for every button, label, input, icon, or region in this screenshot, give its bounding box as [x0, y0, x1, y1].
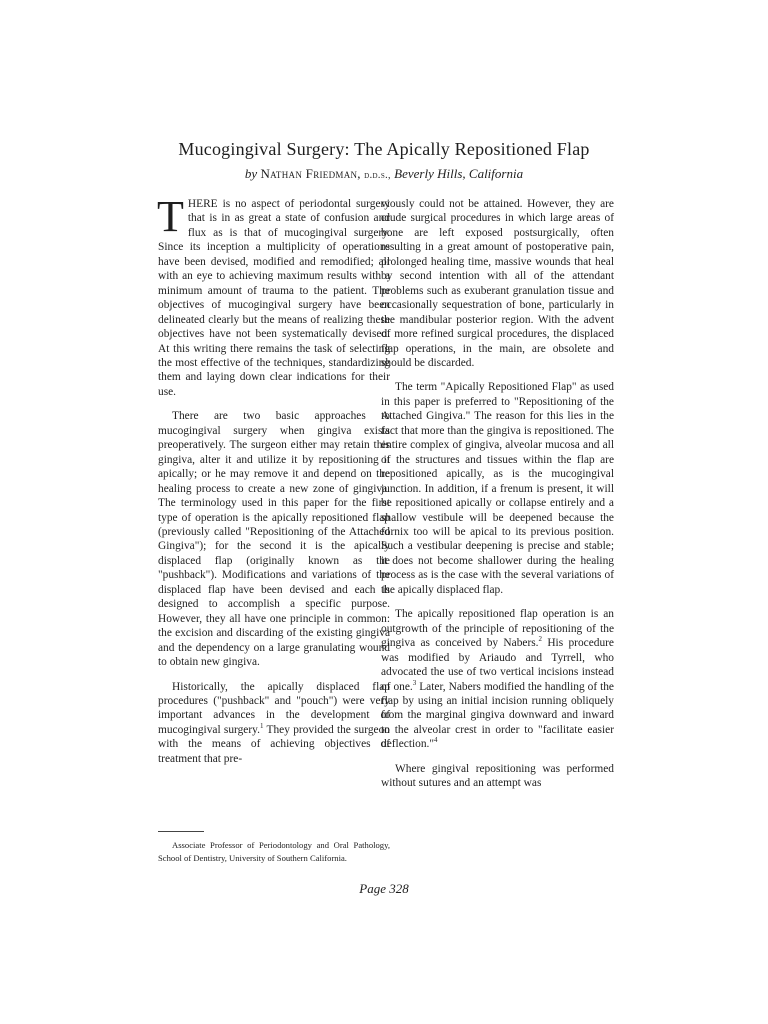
paragraph-term: The term "Apically Repositioned Flap" as used in this paper is preferred to "Repositioning of the Attached Gingiva." The reason for this lies in the fact that more than the gingiva is repositioned. The entire complex of gingiva, alveolar mucosa and all of the structures and tissues within the flap are repositioned apically, as is the mucogingival junction. In addition, if a frenum is present, it will be repositioned apically or collapse entirely and a shallow vestibule will be deepened because the fornix too will be apical to its previous position. Such a vestibular deepening is precise and stable; it does not become shallower during the healing process as is the case with the several variations of the apically displaced flap. — [381, 381, 614, 596]
paragraph-outgrowth-b: His procedure was modified by Ariaudo and Tyrrell, who advocated the use of two vertical incisions instead of one. — [381, 637, 614, 693]
paragraph-history-tail: They provided the surgeon with the means of achieving objectives of treatment that pre- — [158, 723, 390, 765]
paragraph-intro-text: HERE is no aspect of periodontal surgery that is in as great a state of confusion and flux as is that of mucogingival surgery. Since its inception a multiplicity of operations have been devised, modified and remodified; all with an eye to achieving maximum results with a minimum amount of trauma to the patient. The objectives of mucogingival surgery have been delineated clearly but the means of realizing these objectives have not been systematically devised. At this writing there remains the task of selecting the most effective of the techniques, standardizing them and laying down clear indications for their use. — [158, 198, 390, 398]
paragraph-history — [158, 680, 390, 767]
paragraph-approaches: There are two basic approaches to mucogingival surgery when gingiva exists preoperatively. The surgeon either may retain this gingiva, alter it and utilize it by repositioning it apically; or he may remove it and depend on the healing process to create a new zone of gingiva. The terminology used in this paper for the first type of operation is the apically repositioned flap (previously called "Repositioning of the Attached Gingiva"); for the second it is the apically displaced flap (originally known as the "pushback"). Modifications and variations of the displaced flap have been devised and each is designed to accomplish a specific purpose. However, they all have one principle in common: the excision and discarding of the existing gingiva and the dependency on a large granulating wound to obtain new gingiva. — [158, 410, 390, 669]
article-title: Mucogingival Surgery: The Apically Repositioned Flap — [178, 139, 590, 159]
reference-1: 1 — [259, 722, 264, 731]
paragraph-outgrowth — [381, 607, 614, 752]
paragraph-intro — [157, 192, 390, 399]
paragraph-outgrowth-c: Later, Nabers modified the handling of the flap by using an initial incision running obliquely from the marginal gingiva downward and inward to the alveolar crest in order to "facilitate easier deflection." — [381, 680, 614, 751]
author-byline — [0, 166, 768, 182]
paragraph-history-text: Historically, the apically displaced flap procedures ("pushback" and "pouch") were very important advances in the development of mucogingival surgery. — [158, 680, 390, 736]
author-degree: d.d.s., — [364, 170, 391, 181]
author-footnote: Associate Professor of Periodontology and Oral Pathology, School of Dentistry, University of Southern California. — [158, 840, 390, 863]
reference-3: 3 — [412, 678, 417, 687]
footnote-rule — [158, 831, 204, 832]
page-number: Page 328 — [359, 881, 409, 896]
paragraph-outgrowth-a: The apically repositioned flap operation is an outgrowth of the principle of repositioning of the gingiva as conceived by Nabers. — [381, 608, 614, 650]
reference-2: 2 — [538, 635, 543, 644]
drop-cap: T — [157, 192, 184, 241]
author-location: Beverly Hills, California — [394, 166, 524, 181]
paragraph-repositioning: Where gingival repositioning was performed without sutures and an attempt was — [381, 762, 614, 790]
reference-4: 4 — [434, 736, 438, 745]
left-column — [157, 192, 390, 776]
paragraph-continued: viously could not be attained. However, they are crude surgical procedures in which large areas of bone are left exposed postsurgically, often resulting in a great amount of postoperative pain, prolonged healing time, massive wounds that heal by second intention with all of the attendant problems such as exuberant granulation tissue and occasionally sequestration of bone, particularly in the mandibular posterior region. With the advent of more refined surgical procedures, the displaced flap operations, in the main, are obsolete and should be discarded. — [381, 198, 614, 369]
author-name: Nathan Friedman, — [260, 166, 361, 181]
byline-prefix: by — [244, 166, 258, 181]
right-column — [381, 197, 614, 801]
